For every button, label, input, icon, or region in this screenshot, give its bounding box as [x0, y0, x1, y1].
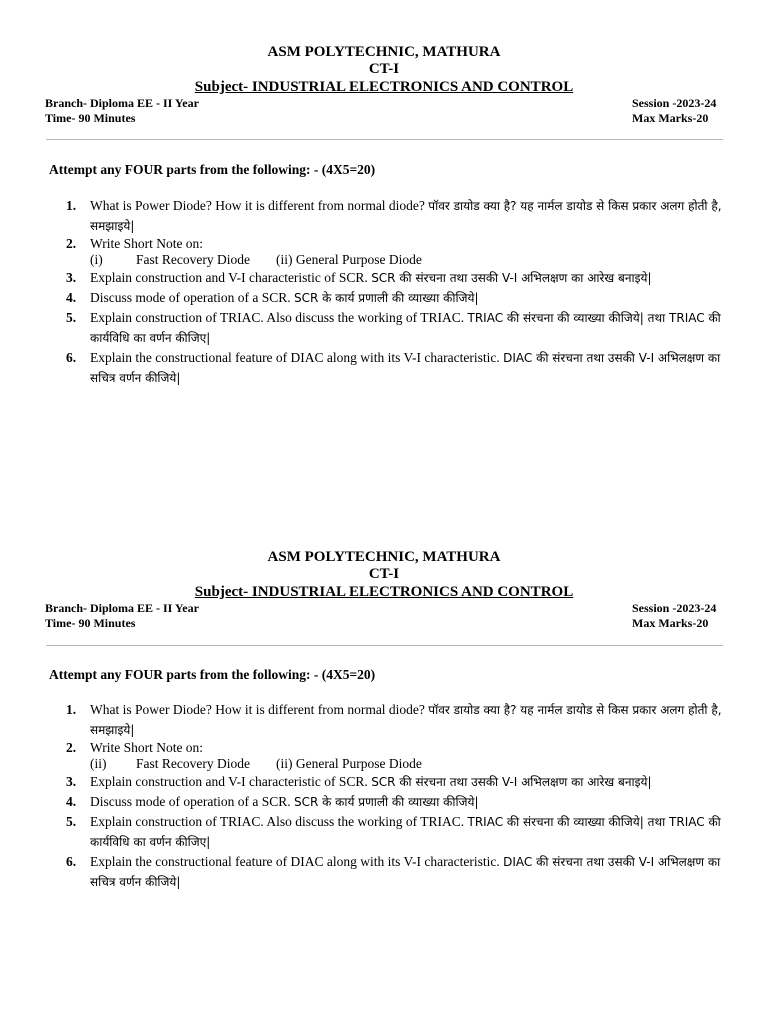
question-text-hi: SCR के कार्य प्रणाली की व्याख्या कीजिये|	[293, 291, 479, 305]
question-number: 3.	[66, 270, 77, 285]
max-marks-label: Max Marks-20	[632, 616, 709, 630]
question-text-en: Explain construction of TRIAC. Also discuss the working of TRIAC.	[90, 814, 465, 829]
question-item	[0, 792, 724, 812]
question-text-hi: DIAC की संरचना तथा उसकी V-I अभिलक्षण का सचित्र वर्णन कीजिये|	[90, 855, 721, 889]
question-number: 2.	[66, 236, 77, 251]
question-item	[0, 236, 724, 252]
short-note-a-number: (ii)	[90, 756, 107, 771]
question-text-en: Explain construction and V-I characteristic of SCR.	[90, 270, 368, 285]
meta-row-time	[0, 111, 768, 126]
question-list	[0, 700, 768, 892]
short-note-b: (ii) General Purpose Diode	[275, 756, 422, 771]
question-text-en: Explain construction and V-I characteristic of SCR.	[90, 774, 368, 789]
test-name: CT-I	[368, 566, 400, 582]
institute-name: ASM POLYTECHNIC, MATHURA	[267, 44, 501, 60]
short-note-a-number: (i)	[90, 252, 103, 267]
question-item	[0, 700, 724, 740]
question-text-en: Explain the constructional feature of DIAC along with its V-I characteristic.	[90, 350, 500, 365]
session-label: Session -2023-24	[632, 96, 717, 110]
question-text-hi: SCR की संरचना तथा उसकी V-I अभिलक्षण का आरेख बनाइये|	[371, 775, 652, 789]
subject-title: Subject- INDUSTRIAL ELECTRONICS AND CONTROL	[194, 584, 574, 600]
session-label: Session -2023-24	[632, 601, 717, 615]
question-text-en: Explain the constructional feature of DIAC along with its V-I characteristic.	[90, 854, 500, 869]
question-paper-1	[0, 44, 768, 385]
question-number: 6.	[66, 350, 77, 365]
question-item	[0, 268, 724, 288]
question-item	[0, 812, 724, 852]
short-note-b: (ii) General Purpose Diode	[275, 252, 422, 267]
instruction: Attempt any FOUR parts from the following: - (4X5=20)	[49, 162, 376, 177]
max-marks-label: Max Marks-20	[632, 111, 709, 125]
question-text-en: Write Short Note on:	[90, 740, 204, 755]
short-note-options	[0, 756, 768, 772]
question-item	[0, 740, 724, 756]
question-text-hi: SCR के कार्य प्रणाली की व्याख्या कीजिये|	[293, 795, 479, 809]
question-number: 1.	[66, 198, 77, 213]
question-item	[0, 852, 724, 892]
question-number: 1.	[66, 702, 77, 717]
divider	[46, 645, 723, 646]
question-item	[0, 772, 724, 792]
question-text-hi: TRIAC की संरचना की व्याख्या कीजिये| तथा TRIAC की कार्यविधि का वर्णन कीजिए|	[90, 311, 721, 345]
question-item	[0, 288, 724, 308]
time-label: Time- 90 Minutes	[45, 616, 136, 630]
question-number: 4.	[66, 290, 77, 305]
institute-name: ASM POLYTECHNIC, MATHURA	[267, 549, 501, 565]
question-text-hi: TRIAC की संरचना की व्याख्या कीजिये| तथा TRIAC की कार्यविधि का वर्णन कीजिए|	[90, 815, 721, 849]
question-text-en: Explain construction of TRIAC. Also discuss the working of TRIAC.	[90, 310, 465, 325]
short-note-options	[0, 252, 768, 268]
question-paper-2	[0, 549, 768, 889]
question-number: 4.	[66, 794, 77, 809]
question-text-en: Write Short Note on:	[90, 236, 204, 251]
meta-row-branch	[0, 96, 768, 111]
question-list	[0, 196, 768, 388]
question-number: 5.	[66, 814, 77, 829]
question-number: 6.	[66, 854, 77, 869]
question-text-hi: DIAC की संरचना तथा उसकी V-I अभिलक्षण का सचित्र वर्णन कीजिये|	[90, 351, 721, 385]
time-label: Time- 90 Minutes	[45, 111, 136, 125]
question-item	[0, 348, 724, 388]
question-number: 2.	[66, 740, 77, 755]
question-text-hi: पॉवर डायोड क्या है? यह नार्मल डायोड से किस प्रकार अलग होती है, समझाइये|	[90, 199, 722, 233]
short-note-a: Fast Recovery Diode	[136, 756, 250, 771]
branch-label: Branch- Diploma EE - II Year	[45, 96, 199, 110]
subject-title: Subject- INDUSTRIAL ELECTRONICS AND CONTROL	[194, 79, 574, 95]
meta-row-branch	[0, 601, 768, 616]
meta-row-time	[0, 616, 768, 631]
question-number: 5.	[66, 310, 77, 325]
question-item	[0, 308, 724, 348]
question-text-en: Discuss mode of operation of a SCR.	[90, 794, 291, 809]
question-item	[0, 196, 724, 236]
test-name: CT-I	[368, 61, 400, 77]
short-note-a: Fast Recovery Diode	[136, 252, 250, 267]
question-text-hi: SCR की संरचना तथा उसकी V-I अभिलक्षण का आरेख बनाइये|	[371, 271, 652, 285]
question-text-hi: पॉवर डायोड क्या है? यह नार्मल डायोड से किस प्रकार अलग होती है, समझाइये|	[90, 703, 722, 737]
question-text-en: Discuss mode of operation of a SCR.	[90, 290, 291, 305]
divider	[46, 139, 723, 140]
question-text-en: What is Power Diode? How it is different from normal diode?	[90, 198, 425, 213]
instruction: Attempt any FOUR parts from the following: - (4X5=20)	[49, 667, 376, 682]
branch-label: Branch- Diploma EE - II Year	[45, 601, 199, 615]
question-text-en: What is Power Diode? How it is different from normal diode?	[90, 702, 425, 717]
question-number: 3.	[66, 774, 77, 789]
